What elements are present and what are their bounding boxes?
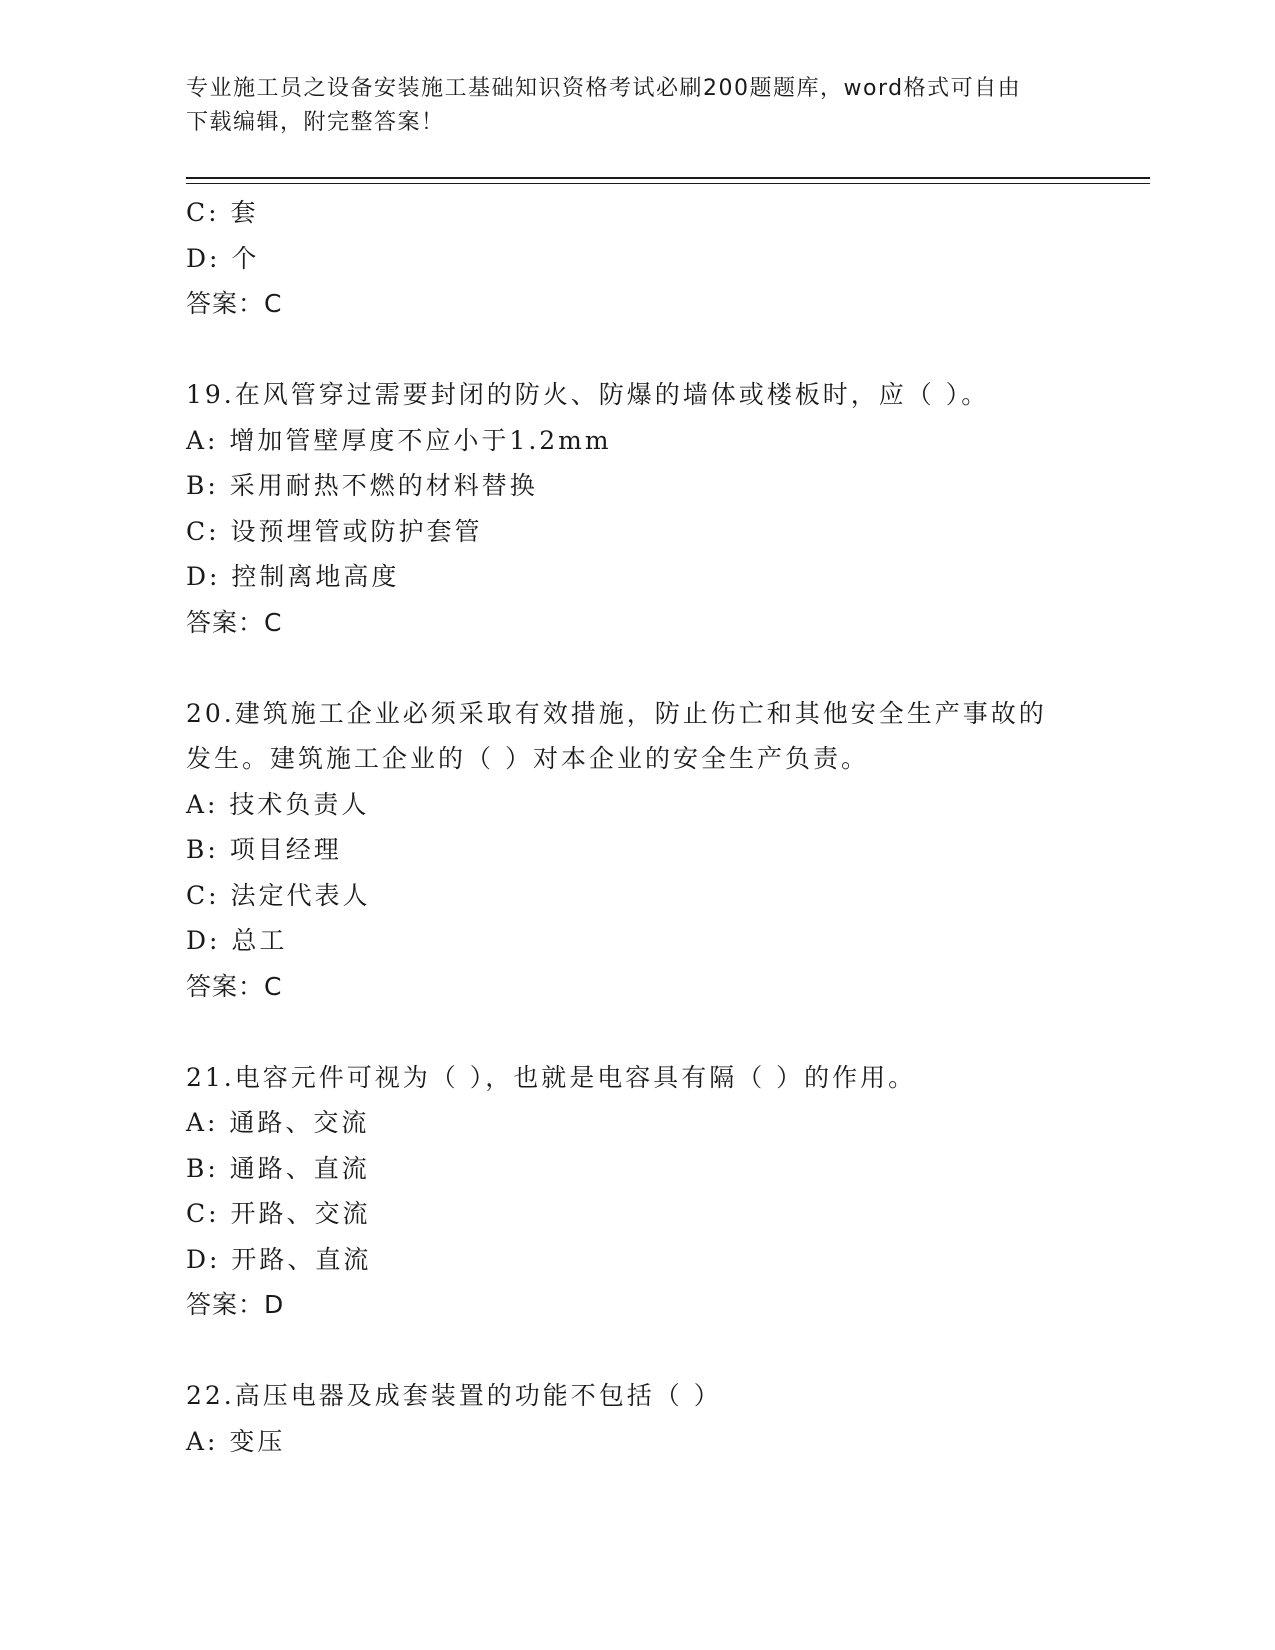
spacer [186,645,1086,691]
option-c: C: 套 [186,198,259,227]
answer: 答案：C [186,971,283,1001]
question-text: 19.在风管穿过需要封闭的防火、防爆的墙体或楼板时，应（ ）。 [186,380,990,409]
question-content [186,190,1086,1464]
document-header [186,72,1086,140]
option-c: C: 设预埋管或防护套管 [186,516,483,546]
option-a: A: 通路、交流 [186,1108,370,1137]
option-d: D: 总工 [186,926,288,955]
option-a: A: 技术负责人 [186,789,370,819]
header-divider-thin [186,183,1150,184]
option-a: A: 增加管壁厚度不应小于1.2mm [186,425,612,455]
question-21 [186,1055,1086,1328]
question-18-continued [186,190,1086,327]
option-d: D: 开路、直流 [186,1244,372,1274]
option-b: B: 通路、直流 [186,1153,370,1183]
spacer [186,1009,1086,1055]
answer: 答案：D [186,1290,285,1319]
header-divider-thick [186,177,1150,179]
answer: 答案：C [186,607,283,637]
question-20 [186,691,1086,1010]
option-b: B: 项目经理 [186,835,342,864]
option-d: D: 控制离地高度 [186,562,400,591]
question-22 [186,1373,1086,1464]
option-c: C: 法定代表人 [186,880,371,910]
option-c: C: 开路、交流 [186,1199,371,1228]
spacer [186,327,1086,373]
header-title-line-2: 下载编辑，附完整答案！ [186,110,445,135]
question-text-line-2: 发生。建筑施工企业的（ ）对本企业的安全生产负责。 [186,744,869,773]
option-b: B: 采用耐热不燃的材料替换 [186,471,538,500]
option-d: D: 个 [186,243,260,273]
question-text: 21.电容元件可视为（ ），也就是电容具有隔（ ）的作用。 [186,1062,917,1092]
question-text-line-1: 20.建筑施工企业必须采取有效措施，防止伤亡和其他安全生产事故的 [186,698,1047,728]
option-a: A: 变压 [186,1426,286,1456]
question-text: 22.高压电器及成套装置的功能不包括（ ） [186,1381,722,1410]
question-19 [186,372,1086,645]
answer: 答案：C [186,289,283,318]
spacer [186,1328,1086,1374]
header-title-line-1: 专业施工员之设备安装施工基础知识资格考试必刷200题题库，word格式可自由 [186,76,1022,101]
